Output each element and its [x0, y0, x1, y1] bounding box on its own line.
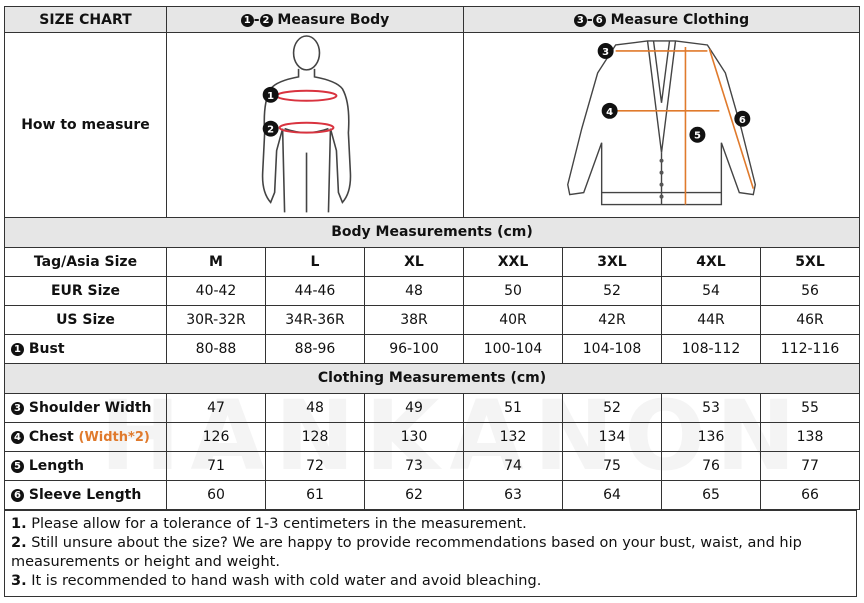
cardigan-figure [464, 33, 859, 217]
sleeve-cell: 63 [464, 480, 563, 509]
chest-cell: 126 [167, 422, 266, 451]
table-row [5, 334, 860, 363]
size-cell: 3XL [563, 247, 662, 276]
eur-cell: 44-46 [266, 276, 365, 305]
chest-marker-num: 4 [606, 106, 614, 118]
eur-cell: 50 [464, 276, 563, 305]
size-cell: XL [365, 247, 464, 276]
bust-text: Bust [28, 340, 65, 357]
shoulder-cell: 52 [563, 393, 662, 422]
note-2-num: 2. [11, 535, 27, 551]
chest-width-note: (Width*2) [78, 429, 150, 445]
bust-cell: 108-112 [662, 334, 761, 363]
measure-body-label: Measure Body [277, 11, 390, 28]
measure-clothing-label: Measure Clothing [610, 11, 750, 28]
measure-body-header: 1 - 2 Measure Body [167, 7, 464, 33]
shoulder-cell: 47 [167, 393, 266, 422]
waist-marker-num: 2 [267, 124, 275, 136]
length-num: 5 [11, 460, 24, 473]
size-chart-table [4, 6, 860, 510]
size-cell: L [266, 247, 365, 276]
shoulder-cell: 49 [365, 393, 464, 422]
size-cell: XXL [464, 247, 563, 276]
shoulder-width-label [5, 393, 167, 422]
body-measurements-title: Body Measurements (cm) [5, 217, 860, 247]
size-cell: 5XL [761, 247, 860, 276]
tag-size-label: Tag/Asia Size [5, 247, 167, 276]
eur-cell: 56 [761, 276, 860, 305]
note-3-text: It is recommended to hand wash with cold water and avoid bleaching. [31, 573, 542, 589]
bust-marker-num: 1 [267, 90, 275, 102]
bust-label [5, 334, 167, 363]
bust-cell: 96-100 [365, 334, 464, 363]
length-cell: 73 [365, 451, 464, 480]
bust-cell: 112-116 [761, 334, 860, 363]
sleeve-cell: 65 [662, 480, 761, 509]
shoulder-text: Shoulder Width [28, 399, 152, 416]
eur-cell: 40-42 [167, 276, 266, 305]
note-2-text: Still unsure about the size? We are happy to provide recommendations based on your bust, waist, and hip measurements or height and weight. [11, 535, 802, 570]
us-cell: 40R [464, 305, 563, 334]
bust-cell: 80-88 [167, 334, 266, 363]
eur-size-label: EUR Size [5, 276, 167, 305]
sleeve-cell: 62 [365, 480, 464, 509]
measure-clothing-header: 3 - 6 Measure Clothing [464, 7, 860, 33]
note-1 [11, 515, 850, 534]
clothing-measurements-title: Clothing Measurements (cm) [5, 363, 860, 393]
table-row [5, 422, 860, 451]
chest-num: 4 [11, 431, 24, 444]
sleeve-cell: 64 [563, 480, 662, 509]
length-cell: 76 [662, 451, 761, 480]
note-1-text: Please allow for a tolerance of 1-3 centimeters in the measurement. [31, 516, 527, 532]
length-cell: 71 [167, 451, 266, 480]
sleeve-cell: 61 [266, 480, 365, 509]
sleeve-cell: 60 [167, 480, 266, 509]
chest-text: Chest [28, 428, 74, 445]
table-row [5, 247, 860, 276]
us-cell: 42R [563, 305, 662, 334]
note-1-num: 1. [11, 516, 27, 532]
garment-figure-cell [464, 33, 860, 218]
chest-cell: 138 [761, 422, 860, 451]
length-marker-num: 5 [693, 130, 701, 142]
us-cell: 34R-36R [266, 305, 365, 334]
us-cell: 44R [662, 305, 761, 334]
table-row [5, 393, 860, 422]
length-cell: 75 [563, 451, 662, 480]
table-row [5, 451, 860, 480]
sleeve-length-label [5, 480, 167, 509]
chest-cell: 132 [464, 422, 563, 451]
us-cell: 46R [761, 305, 860, 334]
chest-cell: 130 [365, 422, 464, 451]
sleeve-marker-num: 6 [738, 114, 746, 126]
size-chart-title: SIZE CHART [5, 7, 167, 33]
body-silhouette-figure [167, 33, 463, 216]
shoulder-num: 3 [11, 402, 24, 415]
length-text: Length [28, 457, 84, 474]
eur-cell: 48 [365, 276, 464, 305]
table-row [5, 480, 860, 509]
us-cell: 30R-32R [167, 305, 266, 334]
marker-3: 3 [574, 14, 587, 27]
note-3-num: 3. [11, 573, 27, 589]
shoulder-cell: 48 [266, 393, 365, 422]
chest-cell: 128 [266, 422, 365, 451]
note-2 [11, 534, 850, 572]
size-cell: 4XL [662, 247, 761, 276]
sleeve-cell: 66 [761, 480, 860, 509]
chest-label [5, 422, 167, 451]
bust-cell: 88-96 [266, 334, 365, 363]
table-row [5, 276, 860, 305]
bust-num: 1 [11, 343, 24, 356]
marker-6: 6 [593, 14, 606, 27]
notes-box [4, 510, 857, 597]
chest-cell: 136 [662, 422, 761, 451]
chest-cell: 134 [563, 422, 662, 451]
body-figure-cell [167, 33, 464, 218]
size-cell: M [167, 247, 266, 276]
shoulder-marker-num: 3 [602, 46, 610, 58]
us-size-label: US Size [5, 305, 167, 334]
sleeve-num: 6 [11, 489, 24, 502]
bust-cell: 104-108 [563, 334, 662, 363]
length-cell: 72 [266, 451, 365, 480]
shoulder-cell: 51 [464, 393, 563, 422]
eur-cell: 52 [563, 276, 662, 305]
length-cell: 77 [761, 451, 860, 480]
sleeve-text: Sleeve Length [28, 486, 142, 503]
eur-cell: 54 [662, 276, 761, 305]
shoulder-cell: 53 [662, 393, 761, 422]
marker-2: 2 [260, 14, 273, 27]
us-cell: 38R [365, 305, 464, 334]
length-label [5, 451, 167, 480]
how-to-measure-label: How to measure [5, 33, 167, 218]
table-row [5, 305, 860, 334]
note-3 [11, 572, 850, 591]
marker-1: 1 [241, 14, 254, 27]
length-cell: 74 [464, 451, 563, 480]
bust-cell: 100-104 [464, 334, 563, 363]
shoulder-cell: 55 [761, 393, 860, 422]
